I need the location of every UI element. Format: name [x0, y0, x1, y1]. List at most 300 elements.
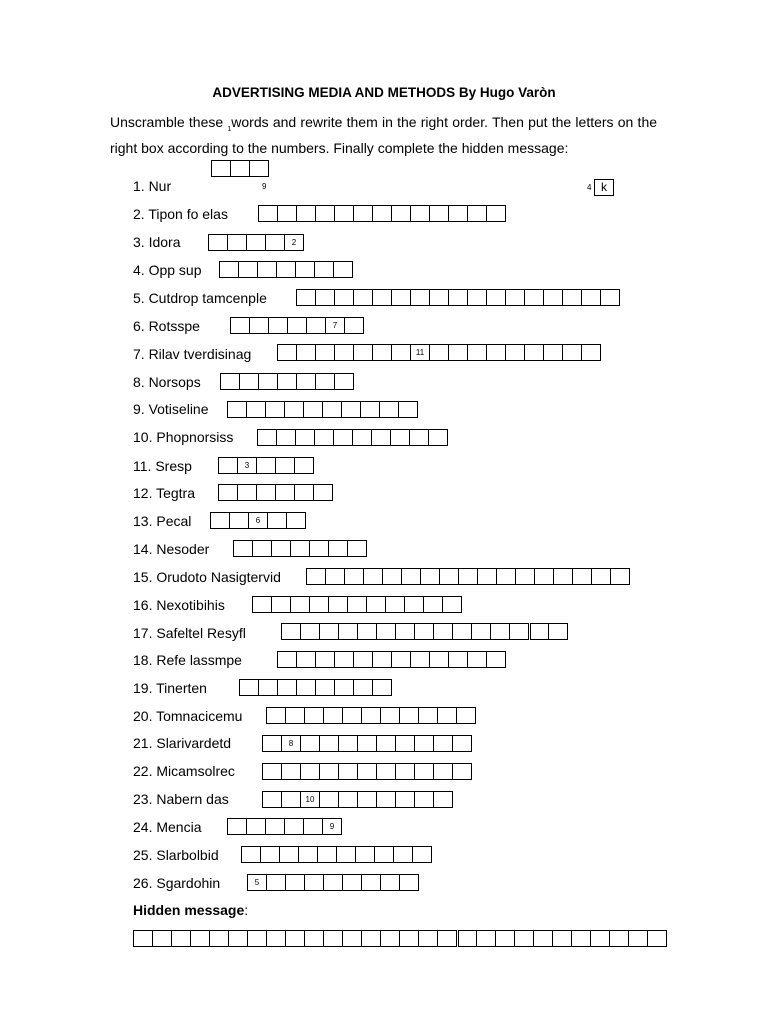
- answer-box[interactable]: [314, 484, 333, 501]
- answer-box[interactable]: [316, 651, 335, 668]
- answer-box[interactable]: [315, 261, 334, 278]
- answer-box[interactable]: [610, 930, 629, 947]
- answer-box[interactable]: [259, 373, 278, 390]
- answer-box[interactable]: [402, 568, 421, 585]
- answer-box[interactable]: [253, 540, 272, 557]
- answer-box[interactable]: 7: [326, 317, 345, 334]
- answer-box[interactable]: [354, 289, 373, 306]
- answer-box[interactable]: [554, 568, 573, 585]
- answer-box[interactable]: [413, 846, 432, 863]
- answer-box[interactable]: 6: [249, 512, 268, 529]
- answer-box[interactable]: [345, 568, 364, 585]
- answer-box[interactable]: [334, 429, 353, 446]
- answer-box[interactable]: [277, 261, 296, 278]
- answer-box[interactable]: [335, 205, 354, 222]
- answer-box[interactable]: [535, 568, 554, 585]
- answer-box[interactable]: [611, 568, 630, 585]
- answer-box[interactable]: [477, 930, 496, 947]
- answer-box[interactable]: 2: [285, 234, 304, 251]
- answer-box[interactable]: [324, 707, 343, 724]
- answer-box[interactable]: [354, 344, 373, 361]
- answer-box[interactable]: [400, 707, 419, 724]
- answer-box[interactable]: [510, 623, 529, 640]
- answer-box[interactable]: [449, 205, 468, 222]
- answer-box[interactable]: 9: [323, 818, 342, 835]
- answer-box[interactable]: [478, 568, 497, 585]
- message-boxes: [211, 160, 269, 177]
- answer-box[interactable]: [342, 401, 361, 418]
- answer-box[interactable]: [258, 429, 277, 446]
- answer-box[interactable]: [231, 317, 250, 334]
- answer-box[interactable]: [399, 401, 418, 418]
- answer-box[interactable]: [297, 651, 316, 668]
- answer-box[interactable]: [297, 289, 316, 306]
- answer-box[interactable]: [334, 261, 353, 278]
- answer-box[interactable]: [358, 763, 377, 780]
- answer-box[interactable]: [440, 568, 459, 585]
- answer-box[interactable]: [453, 763, 472, 780]
- answer-box[interactable]: [372, 429, 391, 446]
- answer-box[interactable]: [400, 930, 419, 947]
- answer-box[interactable]: 8: [282, 735, 301, 752]
- answer-box[interactable]: [219, 457, 238, 474]
- answer-box[interactable]: [335, 289, 354, 306]
- answer-box[interactable]: [415, 791, 434, 808]
- answer-box[interactable]: [134, 930, 153, 947]
- answer-box[interactable]: [212, 160, 231, 177]
- answer-box[interactable]: [525, 344, 544, 361]
- answer-box[interactable]: [354, 651, 373, 668]
- answer-box[interactable]: [296, 261, 315, 278]
- answer-box[interactable]: [424, 596, 443, 613]
- answer-box[interactable]: [506, 289, 525, 306]
- answer-box[interactable]: [301, 735, 320, 752]
- answer-box[interactable]: [239, 261, 258, 278]
- answer-box[interactable]: [335, 651, 354, 668]
- answer-box[interactable]: [377, 763, 396, 780]
- answer-box[interactable]: [253, 596, 272, 613]
- answer-box[interactable]: [396, 791, 415, 808]
- answer-box[interactable]: [267, 874, 286, 891]
- answer-box[interactable]: [339, 623, 358, 640]
- answer-box[interactable]: [380, 401, 399, 418]
- answer-box[interactable]: [337, 846, 356, 863]
- answer-box[interactable]: [295, 457, 314, 474]
- answer-box[interactable]: [259, 679, 278, 696]
- clue-5-boxes: [296, 289, 620, 306]
- answer-box[interactable]: [415, 623, 434, 640]
- answer-box[interactable]: [534, 930, 553, 947]
- answer-box[interactable]: [354, 679, 373, 696]
- answer-box[interactable]: [301, 623, 320, 640]
- answer-box[interactable]: [280, 846, 299, 863]
- answer-box[interactable]: [411, 651, 430, 668]
- answer-box[interactable]: [310, 540, 329, 557]
- answer-box[interactable]: [258, 261, 277, 278]
- answer-box[interactable]: [291, 540, 310, 557]
- answer-box[interactable]: [240, 679, 259, 696]
- clue-20-boxes: [266, 707, 476, 724]
- answer-box[interactable]: [301, 763, 320, 780]
- answer-box[interactable]: [228, 818, 247, 835]
- answer-box[interactable]: [276, 484, 295, 501]
- answer-box[interactable]: [335, 373, 354, 390]
- answer-box[interactable]: [257, 484, 276, 501]
- answer-box[interactable]: [305, 930, 324, 947]
- answer-box[interactable]: [153, 930, 172, 947]
- answer-box[interactable]: [582, 289, 601, 306]
- answer-box[interactable]: [358, 791, 377, 808]
- answer-box[interactable]: [582, 344, 601, 361]
- clue-2-boxes: [258, 205, 506, 222]
- answer-box[interactable]: [316, 344, 335, 361]
- answer-box[interactable]: [305, 707, 324, 724]
- answer-box[interactable]: [261, 846, 280, 863]
- answer-box[interactable]: [335, 344, 354, 361]
- answer-box[interactable]: [287, 512, 306, 529]
- answer-box[interactable]: [299, 846, 318, 863]
- clue-1-boxes: [594, 179, 614, 196]
- answer-box[interactable]: [421, 568, 440, 585]
- answer-box[interactable]: [316, 205, 335, 222]
- answer-box[interactable]: [238, 484, 257, 501]
- answer-box[interactable]: [307, 317, 326, 334]
- answer-box[interactable]: [377, 623, 396, 640]
- answer-box[interactable]: [392, 289, 411, 306]
- answer-box[interactable]: [468, 651, 487, 668]
- answer-box[interactable]: [277, 429, 296, 446]
- answer-box[interactable]: [434, 763, 453, 780]
- answer-box[interactable]: [318, 846, 337, 863]
- answer-box[interactable]: [629, 930, 648, 947]
- answer-box[interactable]: [324, 930, 343, 947]
- answer-box[interactable]: [263, 763, 282, 780]
- answer-box[interactable]: [343, 874, 362, 891]
- answer-box[interactable]: [415, 763, 434, 780]
- answer-box[interactable]: [497, 568, 516, 585]
- answer-box[interactable]: [410, 429, 429, 446]
- answer-box[interactable]: [429, 429, 448, 446]
- answer-box[interactable]: [339, 735, 358, 752]
- clue-6-boxes: [230, 317, 364, 334]
- answer-box[interactable]: [291, 596, 310, 613]
- answer-box[interactable]: [396, 763, 415, 780]
- answer-box[interactable]: [434, 623, 453, 640]
- answer-box[interactable]: [487, 651, 506, 668]
- answer-box[interactable]: [506, 344, 525, 361]
- answer-box[interactable]: 10: [301, 791, 320, 808]
- answer-box[interactable]: [282, 791, 301, 808]
- answer-box[interactable]: [430, 205, 449, 222]
- answer-box[interactable]: [282, 623, 301, 640]
- answer-box[interactable]: [278, 344, 297, 361]
- answer-box[interactable]: [549, 623, 568, 640]
- answer-box[interactable]: [296, 429, 315, 446]
- answer-box[interactable]: [276, 457, 295, 474]
- answer-box[interactable]: [392, 344, 411, 361]
- answer-box[interactable]: [250, 317, 269, 334]
- answer-box[interactable]: [377, 735, 396, 752]
- answer-box[interactable]: [383, 568, 402, 585]
- answer-box[interactable]: [459, 568, 478, 585]
- answer-box[interactable]: [472, 623, 491, 640]
- clue-label: 26. Sgardohin: [133, 875, 221, 891]
- answer-box[interactable]: [286, 874, 305, 891]
- answer-box[interactable]: [362, 930, 381, 947]
- answer-box[interactable]: [530, 623, 549, 640]
- answer-box[interactable]: [373, 344, 392, 361]
- answer-box[interactable]: [386, 596, 405, 613]
- clue-label: 15. Orudoto Nasigtervid: [133, 569, 281, 585]
- answer-box[interactable]: [544, 289, 563, 306]
- answer-box[interactable]: [367, 596, 386, 613]
- answer-box[interactable]: [269, 317, 288, 334]
- answer-box[interactable]: [392, 205, 411, 222]
- answer-box[interactable]: [525, 289, 544, 306]
- answer-box[interactable]: [316, 679, 335, 696]
- instructions-text-2: words and rewrite them in the right order. Then put the letters on the right box according to the numbers. Finally complete the hidden message:: [110, 114, 658, 157]
- answer-box[interactable]: [353, 429, 372, 446]
- answer-box[interactable]: [381, 707, 400, 724]
- answer-box[interactable]: [304, 401, 323, 418]
- answer-box[interactable]: [211, 512, 230, 529]
- answer-box[interactable]: [354, 205, 373, 222]
- answer-box[interactable]: [228, 401, 247, 418]
- clue-7-boxes: [277, 344, 601, 361]
- answer-box[interactable]: [391, 429, 410, 446]
- answer-box[interactable]: [278, 651, 297, 668]
- answer-box[interactable]: [339, 763, 358, 780]
- answer-box[interactable]: [392, 651, 411, 668]
- answer-box[interactable]: [266, 401, 285, 418]
- clue-18-boxes: [277, 651, 506, 668]
- answer-box[interactable]: [458, 930, 477, 947]
- answer-box[interactable]: [191, 930, 210, 947]
- answer-box[interactable]: [268, 512, 287, 529]
- answer-box[interactable]: [295, 484, 314, 501]
- answer-box[interactable]: [266, 818, 285, 835]
- answer-box[interactable]: [487, 289, 506, 306]
- clue-11-boxes: [218, 457, 314, 474]
- answer-box[interactable]: [316, 289, 335, 306]
- answer-box[interactable]: [396, 735, 415, 752]
- answer-box[interactable]: [329, 540, 348, 557]
- answer-box[interactable]: [434, 791, 453, 808]
- answer-box[interactable]: [381, 874, 400, 891]
- answer-box[interactable]: [358, 735, 377, 752]
- answer-box[interactable]: [449, 651, 468, 668]
- answer-box[interactable]: [229, 930, 248, 947]
- clue-label: 18. Refe lassmpe: [133, 652, 242, 668]
- answer-box[interactable]: [228, 234, 247, 251]
- answer-box[interactable]: [297, 344, 316, 361]
- answer-box[interactable]: [364, 568, 383, 585]
- answer-box[interactable]: [304, 818, 323, 835]
- answer-box[interactable]: [487, 344, 506, 361]
- answer-box[interactable]: [362, 707, 381, 724]
- answer-box[interactable]: 5: [248, 874, 267, 891]
- answer-box[interactable]: [411, 289, 430, 306]
- answer-box[interactable]: [515, 930, 534, 947]
- answer-box[interactable]: [563, 344, 582, 361]
- answer-box[interactable]: [592, 568, 611, 585]
- answer-box[interactable]: [544, 344, 563, 361]
- answer-box[interactable]: [491, 623, 510, 640]
- answer-box[interactable]: [248, 930, 267, 947]
- answer-box[interactable]: [263, 735, 282, 752]
- answer-box[interactable]: [286, 930, 305, 947]
- answer-box[interactable]: [323, 401, 342, 418]
- answer-box[interactable]: [320, 791, 339, 808]
- answer-box[interactable]: [272, 596, 291, 613]
- answer-box[interactable]: [267, 707, 286, 724]
- answer-box[interactable]: [468, 205, 487, 222]
- answer-box[interactable]: [453, 623, 472, 640]
- answer-box[interactable]: [259, 205, 278, 222]
- answer-box[interactable]: [573, 568, 592, 585]
- answer-box[interactable]: [563, 289, 582, 306]
- answer-box[interactable]: [373, 651, 392, 668]
- clue-4-boxes: [219, 261, 353, 278]
- answer-box[interactable]: [356, 846, 375, 863]
- answer-box[interactable]: [210, 930, 229, 947]
- answer-box[interactable]: [288, 317, 307, 334]
- answer-box[interactable]: [324, 874, 343, 891]
- clue-16-boxes: [252, 596, 462, 613]
- clue-25-boxes: [241, 846, 432, 863]
- answer-box[interactable]: [343, 707, 362, 724]
- answer-box[interactable]: [449, 344, 468, 361]
- answer-box[interactable]: [430, 651, 449, 668]
- answer-box[interactable]: [320, 763, 339, 780]
- hidden-message-label: [133, 902, 248, 918]
- answer-box[interactable]: [375, 846, 394, 863]
- answer-box[interactable]: [601, 289, 620, 306]
- answer-box[interactable]: [438, 707, 457, 724]
- answer-box[interactable]: [419, 707, 438, 724]
- answer-box[interactable]: [263, 791, 282, 808]
- answer-box[interactable]: [278, 679, 297, 696]
- answer-box[interactable]: [457, 707, 476, 724]
- answer-box[interactable]: [247, 818, 266, 835]
- answer-box[interactable]: [307, 568, 326, 585]
- answer-box[interactable]: [272, 540, 291, 557]
- answer-box[interactable]: [316, 373, 335, 390]
- answer-box[interactable]: [257, 457, 276, 474]
- answer-box[interactable]: [516, 568, 535, 585]
- answer-box[interactable]: [221, 373, 240, 390]
- answer-box[interactable]: [468, 289, 487, 306]
- answer-box[interactable]: [373, 679, 392, 696]
- answer-box[interactable]: [496, 930, 515, 947]
- answer-box[interactable]: [247, 234, 266, 251]
- answer-box[interactable]: [242, 846, 261, 863]
- answer-box[interactable]: [405, 596, 424, 613]
- answer-box[interactable]: [361, 401, 380, 418]
- answer-box[interactable]: [315, 429, 334, 446]
- answer-box[interactable]: [286, 707, 305, 724]
- answer-box[interactable]: [468, 344, 487, 361]
- answer-box[interactable]: [394, 846, 413, 863]
- answer-box[interactable]: [381, 930, 400, 947]
- answer-box[interactable]: [419, 930, 438, 947]
- answer-box[interactable]: [430, 289, 449, 306]
- answer-box[interactable]: [487, 205, 506, 222]
- answer-box[interactable]: [373, 205, 392, 222]
- answer-box[interactable]: [297, 205, 316, 222]
- answer-box[interactable]: [345, 317, 364, 334]
- answer-box[interactable]: [231, 160, 250, 177]
- answer-box[interactable]: [591, 930, 610, 947]
- answer-box[interactable]: [434, 735, 453, 752]
- answer-box[interactable]: [278, 205, 297, 222]
- answer-box[interactable]: [320, 623, 339, 640]
- answer-box[interactable]: 11: [411, 344, 430, 361]
- answer-box[interactable]: [443, 596, 462, 613]
- answer-box[interactable]: k: [595, 179, 614, 196]
- answer-box[interactable]: [250, 160, 269, 177]
- answer-box[interactable]: [285, 401, 304, 418]
- answer-box[interactable]: 3: [238, 457, 257, 474]
- answer-box[interactable]: [430, 344, 449, 361]
- answer-box[interactable]: [172, 930, 191, 947]
- clue-17-boxes: [281, 623, 568, 640]
- answer-box[interactable]: [362, 874, 381, 891]
- hidden-message-colon: :: [244, 902, 249, 918]
- answer-box[interactable]: [449, 289, 468, 306]
- answer-box[interactable]: [278, 373, 297, 390]
- answer-box[interactable]: [266, 234, 285, 251]
- answer-box[interactable]: [348, 596, 367, 613]
- answer-box[interactable]: [297, 679, 316, 696]
- answer-box[interactable]: [358, 623, 377, 640]
- clue-12-boxes: [218, 484, 333, 501]
- answer-box[interactable]: [572, 930, 591, 947]
- answer-box[interactable]: [415, 735, 434, 752]
- answer-box[interactable]: [377, 791, 396, 808]
- answer-box[interactable]: [220, 261, 239, 278]
- answer-box[interactable]: [209, 234, 228, 251]
- answer-box[interactable]: [326, 568, 345, 585]
- answer-box[interactable]: [373, 289, 392, 306]
- answer-box[interactable]: [219, 484, 238, 501]
- answer-box[interactable]: [438, 930, 457, 947]
- answer-box[interactable]: [230, 512, 249, 529]
- answer-box[interactable]: [343, 930, 362, 947]
- answer-box[interactable]: [297, 373, 316, 390]
- answer-box[interactable]: [648, 930, 667, 947]
- answer-box[interactable]: [348, 540, 367, 557]
- answer-box[interactable]: [411, 205, 430, 222]
- clue-label: 7. Rilav tverdisinag: [133, 346, 252, 362]
- answer-box[interactable]: [453, 735, 472, 752]
- answer-box[interactable]: [396, 623, 415, 640]
- answer-box[interactable]: [329, 596, 348, 613]
- answer-box[interactable]: [320, 735, 339, 752]
- answer-box[interactable]: [240, 373, 259, 390]
- answer-box[interactable]: [339, 791, 358, 808]
- answer-box[interactable]: [282, 763, 301, 780]
- answer-box[interactable]: [234, 540, 253, 557]
- answer-box[interactable]: [305, 874, 324, 891]
- answer-box[interactable]: [247, 401, 266, 418]
- answer-box[interactable]: [400, 874, 419, 891]
- answer-box[interactable]: [335, 679, 354, 696]
- answer-box[interactable]: [285, 818, 304, 835]
- answer-box[interactable]: [553, 930, 572, 947]
- answer-box[interactable]: [310, 596, 329, 613]
- answer-box[interactable]: [267, 930, 286, 947]
